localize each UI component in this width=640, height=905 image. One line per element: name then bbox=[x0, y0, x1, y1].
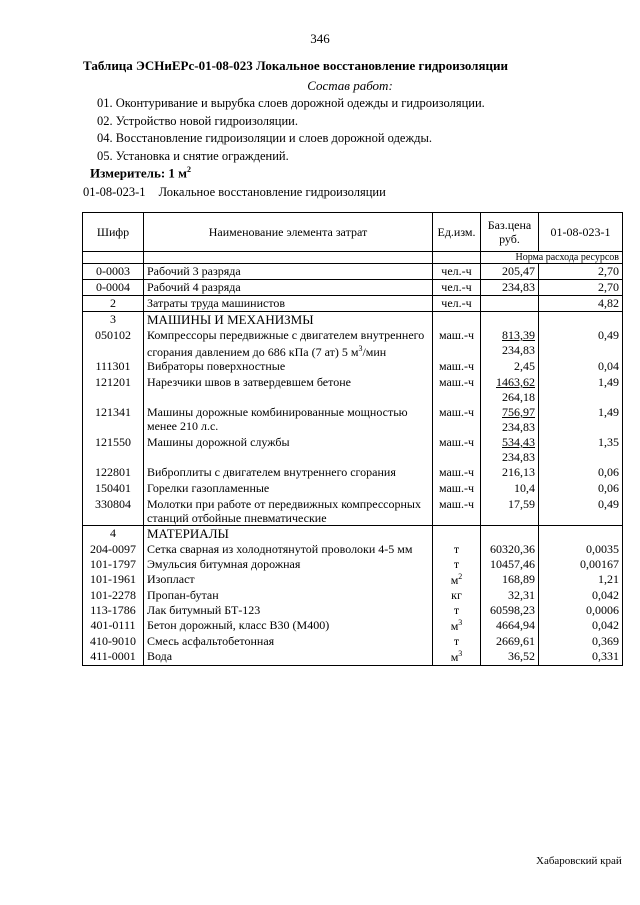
table-row bbox=[83, 634, 623, 649]
row-unit: маш.-ч bbox=[433, 359, 481, 375]
unit-exponent: 3 bbox=[458, 618, 463, 627]
table-row bbox=[83, 264, 623, 280]
header-norm: 01-08-023-1 bbox=[539, 213, 623, 252]
table-row bbox=[83, 405, 623, 435]
row-price: 2669,61 bbox=[481, 634, 539, 649]
row-norm: 0,0006 bbox=[539, 603, 623, 618]
row-price: 10457,46 bbox=[481, 557, 539, 572]
row-price: 10,4 bbox=[481, 481, 539, 497]
row-name: Бетон дорожный, класс В30 (М400) bbox=[144, 618, 433, 634]
table-row bbox=[83, 572, 623, 588]
row-code: 050102 bbox=[83, 328, 144, 359]
row-name: Молотки при работе от передвижных компрессорных станций отбойные пневматические bbox=[144, 497, 433, 526]
row-unit: маш.-ч bbox=[433, 405, 481, 435]
price-primary: 813,39 bbox=[502, 328, 535, 342]
empty-cell bbox=[481, 312, 539, 329]
works-heading: Состав работ: bbox=[307, 78, 393, 93]
row-code: 122801 bbox=[83, 465, 144, 481]
price-primary: 534,43 bbox=[502, 435, 535, 449]
row-norm: 2,70 bbox=[539, 264, 623, 280]
row-code: 101-1797 bbox=[83, 557, 144, 572]
row-name: Машины дорожной службы bbox=[144, 435, 433, 465]
row-unit: $м^2$ bbox=[433, 572, 481, 588]
row-unit: маш.-ч bbox=[433, 375, 481, 405]
row-price bbox=[481, 375, 539, 405]
row-price bbox=[481, 328, 539, 359]
row-norm: 0,00167 bbox=[539, 557, 623, 572]
row-unit: $м^3$ bbox=[433, 618, 481, 634]
row-code: 410-9010 bbox=[83, 634, 144, 649]
row-norm: 2,70 bbox=[539, 280, 623, 296]
table-row bbox=[83, 280, 623, 296]
row-name: Машины дорожные комбинированные мощностью менее 210 л.с. bbox=[144, 405, 433, 435]
row-code: 101-1961 bbox=[83, 572, 144, 588]
unit-exponent: 3 bbox=[358, 344, 363, 353]
table-row bbox=[83, 542, 623, 557]
empty-cell bbox=[433, 526, 481, 543]
empty-cell bbox=[539, 526, 623, 543]
row-price bbox=[481, 405, 539, 435]
table-row bbox=[83, 557, 623, 572]
row-price: 60320,36 bbox=[481, 542, 539, 557]
row-norm: 0,49 bbox=[539, 328, 623, 359]
section-row bbox=[83, 312, 623, 329]
row-norm: 0,49 bbox=[539, 497, 623, 526]
empty-cell bbox=[433, 312, 481, 329]
row-name: Вибраторы поверхностные bbox=[144, 359, 433, 375]
row-norm: 0,042 bbox=[539, 618, 623, 634]
norm-code: 01-08-023-1 bbox=[83, 185, 146, 199]
work-item: 05. Установка и снятие ограждений. bbox=[97, 149, 289, 164]
row-price: 205,47 bbox=[481, 264, 539, 280]
table-row bbox=[83, 435, 623, 465]
resource-table bbox=[82, 212, 623, 666]
row-price bbox=[481, 296, 539, 312]
row-price: 36,52 bbox=[481, 649, 539, 666]
row-name: Лак битумный БТ-123 bbox=[144, 603, 433, 618]
region-footer: Хабаровский край bbox=[536, 855, 622, 867]
row-norm: 1,35 bbox=[539, 435, 623, 465]
row-unit: т bbox=[433, 634, 481, 649]
work-item: 02. Устройство новой гидроизоляции. bbox=[97, 113, 298, 128]
row-name: Вода bbox=[144, 649, 433, 666]
table-row bbox=[83, 618, 623, 634]
table-row bbox=[83, 328, 623, 359]
works-list bbox=[97, 95, 485, 166]
section-row bbox=[83, 526, 623, 543]
meter-line bbox=[90, 165, 191, 181]
row-norm: 0,042 bbox=[539, 588, 623, 603]
row-name: Нарезчики швов в затвердевшем бетоне bbox=[144, 375, 433, 405]
empty-cell bbox=[481, 526, 539, 543]
row-norm: 0,04 bbox=[539, 359, 623, 375]
row-code: 113-1786 bbox=[83, 603, 144, 618]
row-name: Сетка сварная из холоднотянутой проволоки 4-5 мм bbox=[144, 542, 433, 557]
table-row bbox=[83, 603, 623, 618]
row-unit: т bbox=[433, 603, 481, 618]
table-row bbox=[83, 465, 623, 481]
row-norm: 0,06 bbox=[539, 465, 623, 481]
header-name: Наименование элемента затрат bbox=[144, 213, 433, 252]
row-price: 32,31 bbox=[481, 588, 539, 603]
section-name: МАТЕРИАЛЫ bbox=[144, 526, 433, 543]
row-price: 2,45 bbox=[481, 359, 539, 375]
row-name: Изопласт bbox=[144, 572, 433, 588]
row-name: Рабочий 3 разряда bbox=[144, 264, 433, 280]
row-unit: $м^3$ bbox=[433, 649, 481, 666]
row-unit: чел.-ч bbox=[433, 296, 481, 312]
row-norm: 1,49 bbox=[539, 375, 623, 405]
row-code: 0-0003 bbox=[83, 264, 144, 280]
row-unit: чел.-ч bbox=[433, 264, 481, 280]
row-price: 4664,94 bbox=[481, 618, 539, 634]
price-primary: 756,97 bbox=[502, 405, 535, 419]
row-price: 17,59 bbox=[481, 497, 539, 526]
page-number: 346 bbox=[310, 31, 330, 46]
row-unit: маш.-ч bbox=[433, 497, 481, 526]
row-price: 216,13 bbox=[481, 465, 539, 481]
unit-exponent: 3 bbox=[458, 649, 463, 658]
norm-line bbox=[83, 185, 386, 200]
table-row bbox=[83, 588, 623, 603]
norm-name: Локальное восстановление гидроизоляции bbox=[158, 185, 386, 199]
row-code: 401-0111 bbox=[83, 618, 144, 634]
header-price: Баз.цена руб. bbox=[481, 213, 539, 252]
section-name: Затраты труда машинистов bbox=[144, 296, 433, 312]
row-norm: 0,331 bbox=[539, 649, 623, 666]
row-code: 330804 bbox=[83, 497, 144, 526]
row-norm: 0,369 bbox=[539, 634, 623, 649]
row-price: 168,89 bbox=[481, 572, 539, 588]
header-code: Шифр bbox=[83, 213, 144, 252]
price-secondary: 234,83 bbox=[502, 420, 535, 434]
row-norm: 1,49 bbox=[539, 405, 623, 435]
row-norm: 0,06 bbox=[539, 481, 623, 497]
price-secondary: 264,18 bbox=[502, 390, 535, 404]
unit-exponent: 2 bbox=[458, 572, 463, 581]
table-row bbox=[83, 359, 623, 375]
row-price: 60598,23 bbox=[481, 603, 539, 618]
row-unit: т bbox=[433, 542, 481, 557]
row-name: Горелки газопламенные bbox=[144, 481, 433, 497]
work-item: 04. Восстановление гидроизоляции и слоев дорожной одежды. bbox=[97, 131, 433, 146]
section-name: МАШИНЫ И МЕХАНИЗМЫ bbox=[144, 312, 433, 329]
section-row bbox=[83, 296, 623, 312]
row-norm: 4,82 bbox=[539, 296, 623, 312]
meter-exponent: 2 bbox=[187, 165, 192, 174]
row-code: 0-0004 bbox=[83, 280, 144, 296]
row-name: Эмульсия битумная дорожная bbox=[144, 557, 433, 572]
row-norm: 1,21 bbox=[539, 572, 623, 588]
row-code: 101-2278 bbox=[83, 588, 144, 603]
norm-label: Норма расхода ресурсов bbox=[481, 252, 623, 264]
row-code: 150401 bbox=[83, 481, 144, 497]
row-code: 121341 bbox=[83, 405, 144, 435]
table-row bbox=[83, 375, 623, 405]
empty-cell bbox=[539, 312, 623, 329]
row-unit: т bbox=[433, 557, 481, 572]
price-secondary: 234,83 bbox=[502, 450, 535, 464]
table-row bbox=[83, 649, 623, 666]
row-code: 121201 bbox=[83, 375, 144, 405]
row-name: Смесь асфальтобетонная bbox=[144, 634, 433, 649]
table-row bbox=[83, 481, 623, 497]
section-code: 3 bbox=[83, 312, 144, 329]
row-code: 204-0097 bbox=[83, 542, 144, 557]
row-unit: маш.-ч bbox=[433, 328, 481, 359]
row-unit: кг bbox=[433, 588, 481, 603]
table-row bbox=[83, 497, 623, 526]
table-header-row bbox=[83, 213, 623, 252]
section-code: 2 bbox=[83, 296, 144, 312]
row-name: Компрессоры передвижные с двигателем внутреннего сгорания давлением до 686 кПа (7 ат) 5 $м^3$/мин bbox=[144, 328, 433, 359]
row-name: Рабочий 4 разряда bbox=[144, 280, 433, 296]
row-unit: маш.-ч bbox=[433, 481, 481, 497]
row-name: Виброплиты с двигателем внутреннего сгорания bbox=[144, 465, 433, 481]
row-norm: 0,0035 bbox=[539, 542, 623, 557]
price-primary: 1463,62 bbox=[496, 375, 535, 389]
row-code: 111301 bbox=[83, 359, 144, 375]
row-price: 234,83 bbox=[481, 280, 539, 296]
section-code: 4 bbox=[83, 526, 144, 543]
row-code: 411-0001 bbox=[83, 649, 144, 666]
row-unit: маш.-ч bbox=[433, 435, 481, 465]
row-unit: маш.-ч bbox=[433, 465, 481, 481]
row-unit: чел.-ч bbox=[433, 280, 481, 296]
price-secondary: 234,83 bbox=[502, 343, 535, 357]
meter-label: Измеритель: 1 м bbox=[90, 165, 188, 181]
norm-label-row bbox=[83, 252, 623, 264]
header-unit: Ед.изм. bbox=[433, 213, 481, 252]
row-name: Пропан-бутан bbox=[144, 588, 433, 603]
row-price bbox=[481, 435, 539, 465]
work-item: 01. Оконтуривание и вырубка слоев дорожной одежды и гидроизоляции. bbox=[97, 96, 485, 110]
table-title: Таблица ЭСНиЕРс-01-08-023 Локальное восстановление гидроизоляции bbox=[83, 58, 508, 73]
row-code: 121550 bbox=[83, 435, 144, 465]
